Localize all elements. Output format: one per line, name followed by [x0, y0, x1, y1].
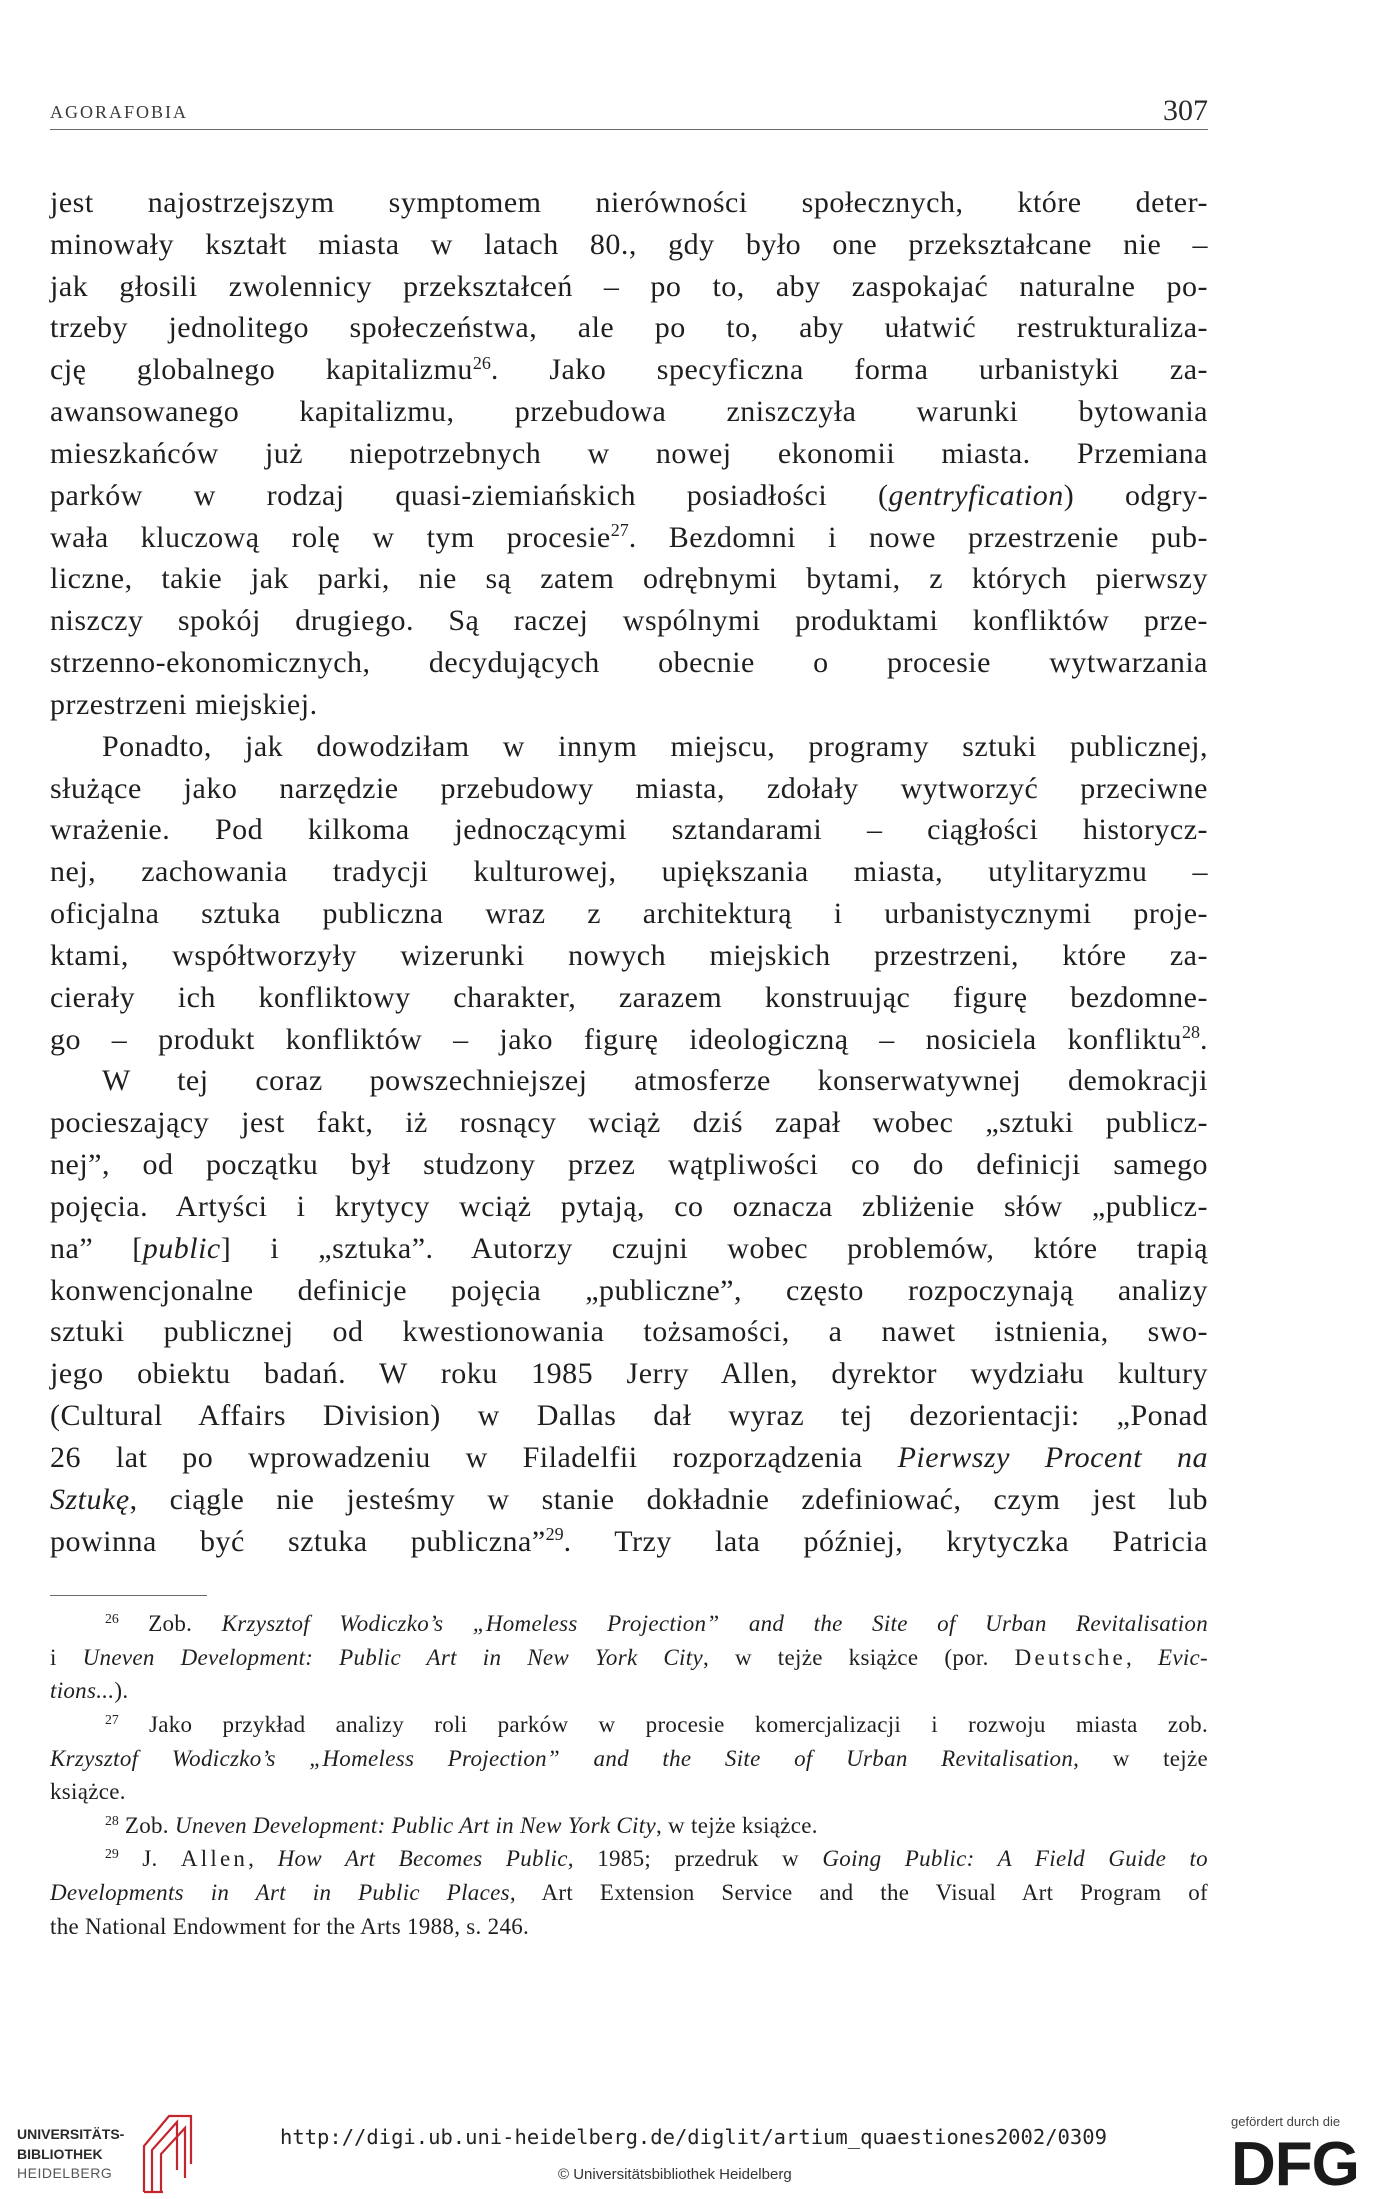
- note-ref-superscript: 27: [105, 1711, 119, 1727]
- text-run: ,: [1125, 1644, 1158, 1670]
- footnote-line: [50, 1876, 1208, 1910]
- note-ref-superscript: 26: [472, 352, 491, 373]
- library-logo-line: HEIDELBERG: [17, 2165, 113, 2182]
- line-content: [50, 1914, 529, 1939]
- header-rule: [50, 129, 1208, 130]
- line-content: [50, 1148, 1208, 1181]
- line-content: [50, 1483, 1208, 1516]
- letterspaced-run: Deutsche: [1014, 1644, 1126, 1670]
- text-line: [50, 809, 1208, 851]
- line-content: [50, 1441, 1208, 1474]
- footnote-line: [50, 1607, 1208, 1641]
- page-number: 307: [1163, 94, 1208, 127]
- text-line: [50, 391, 1208, 433]
- text-run: Jako przykład analizy roli parków w procesie komercjalizacji i rozwoju miasta zob.: [118, 1711, 1208, 1737]
- line-content: [50, 186, 1208, 219]
- line-content: [50, 562, 1208, 595]
- line-content: [50, 1023, 1208, 1056]
- text-line: [50, 475, 1208, 517]
- text-run: służące jako narzędzie przebudowy miasta, zdołały wytworzyć przeciwne: [50, 771, 1208, 805]
- footnote: [50, 1842, 1208, 1943]
- body-paragraph: [50, 182, 1208, 726]
- library-logo-line: UNIVERSITÄTS-: [17, 2126, 125, 2142]
- line-content: [50, 646, 1208, 679]
- text-run: go – produkt konfliktów – jako figurę ideologiczną – nosiciela konfliktu: [50, 1022, 1182, 1056]
- line-content: [50, 1746, 1208, 1771]
- text-run: jego obiektu badań. W roku 1985 Jerry Allen, dyrektor wydziału kultury: [50, 1357, 1208, 1391]
- note-ref-superscript: 28: [1182, 1021, 1200, 1042]
- italic-run: tions...: [50, 1678, 115, 1704]
- italic-run: Uneven Development: Public Art in New York City: [174, 1812, 656, 1838]
- italic-run: gentryfication: [888, 478, 1064, 512]
- line-content: [50, 813, 1208, 846]
- line-content: [50, 1232, 1208, 1265]
- line-content: [50, 479, 1208, 512]
- footnote: [50, 1708, 1208, 1809]
- note-ref-superscript: 27: [610, 519, 629, 540]
- text-line: [50, 851, 1208, 893]
- footnote-line: [50, 1775, 1208, 1809]
- text-line: [50, 433, 1208, 475]
- text-line: [50, 1060, 1208, 1102]
- dfg-logo: DFG: [1231, 2130, 1359, 2199]
- text-line: [50, 1479, 1208, 1521]
- body-paragraph: [50, 726, 1208, 1061]
- line-content: [50, 1880, 1208, 1905]
- line-content: [50, 855, 1208, 888]
- line-content: [50, 311, 1208, 344]
- text-run: cję globalnego kapitalizmu: [50, 353, 473, 387]
- text-line: [50, 1521, 1208, 1563]
- text-line: [50, 266, 1208, 308]
- line-content: [50, 437, 1208, 470]
- text-run: przestrzeni miejskiej.: [50, 687, 318, 721]
- text-line: [50, 182, 1208, 224]
- note-ref-superscript: 29: [105, 1846, 119, 1862]
- text-run: , w tejże książce (por.: [702, 1644, 1015, 1670]
- footnote-line: [50, 1842, 1208, 1876]
- text-line: [50, 684, 1208, 726]
- text-line: [50, 893, 1208, 935]
- line-content: [50, 1190, 1208, 1223]
- text-line: [50, 726, 1208, 768]
- line-content: [50, 772, 1208, 805]
- text-run: , ciągle nie jesteśmy w stanie dokładnie zdefiniować, czym jest lub: [129, 1482, 1208, 1516]
- text-run: liczne, takie jak parki, nie są zatem odrębnymi bytami, z których pierwszy: [50, 562, 1208, 596]
- text-line: [50, 349, 1208, 391]
- italic-run: How Art Becomes Public,: [277, 1846, 574, 1872]
- text-line: [50, 600, 1208, 642]
- footnote-line: [50, 1910, 1208, 1944]
- line-content: [105, 1611, 1208, 1636]
- text-run: awansowanego kapitalizmu, przebudowa zniszczyła warunki bytowania: [50, 395, 1208, 429]
- text-line: [50, 224, 1208, 266]
- text-line: [50, 642, 1208, 684]
- text-run: Zob.: [118, 1812, 175, 1838]
- text-run: . Jako specyficzna forma urbanistyki za-: [490, 353, 1209, 387]
- text-run: ktami, współtworzyły wizerunki nowych miejskich przestrzeni, które za-: [50, 938, 1208, 972]
- text-line: [50, 1270, 1208, 1312]
- line-content: [50, 1399, 1208, 1432]
- funding-note: gefördert durch die: [1231, 2114, 1341, 2129]
- line-content: [50, 270, 1208, 303]
- italic-run: Sztukę: [50, 1482, 130, 1516]
- text-run: , w tejże: [1073, 1745, 1209, 1771]
- italic-run: Krzysztof Wodiczko’s „Homeless Projection” and the Site of Urban Revitalisation: [221, 1611, 1208, 1636]
- document-url-link[interactable]: http://digi.ub.uni-heidelberg.de/diglit/artium_quaestiones2002/0309: [280, 2125, 1107, 2149]
- italic-run: Krzysztof Wodiczko’s „Homeless Projection” and the Site of Urban Revitalisation: [50, 1745, 1074, 1771]
- line-content: [102, 1064, 1208, 1097]
- ub-heidelberg-logo-icon: [141, 2108, 195, 2194]
- note-ref-superscript: 26: [105, 1610, 119, 1626]
- footnote-line: [50, 1809, 1208, 1843]
- text-run: Zob.: [118, 1611, 222, 1636]
- library-logo-text: [17, 2125, 124, 2184]
- footnote-line: [50, 1742, 1208, 1776]
- text-run: pocieszający jest fakt, iż rosnący wciąż dziś zapał wobec „sztuki publicz-: [50, 1106, 1208, 1140]
- text-run: cierały ich konfliktowy charakter, zarazem konstruując figurę bezdomne-: [50, 980, 1208, 1014]
- text-run: parków w rodzaj quasi-ziemiańskich posiadłości (: [50, 478, 889, 512]
- text-run: strzenno-ekonomicznych, decydujących obecnie o procesie wytwarzania: [50, 646, 1208, 680]
- note-ref-superscript: 29: [545, 1523, 564, 1544]
- text-run: J.: [118, 1846, 181, 1872]
- line-content: [50, 897, 1208, 930]
- text-run: Ponadto, jak dowodziłam w innym miejscu, programy sztuki publicznej,: [102, 729, 1208, 763]
- text-line: [50, 1019, 1208, 1061]
- text-run: ).: [114, 1678, 129, 1704]
- text-run: książce.: [50, 1779, 126, 1805]
- text-run: wrażenie. Pod kilkoma jednoczącymi sztandarami – ciągłości historycz-: [50, 813, 1208, 847]
- line-content: [105, 1712, 1208, 1737]
- text-line: [50, 1311, 1208, 1353]
- text-line: [50, 558, 1208, 600]
- text-run: niszczy spokój drugiego. Są raczej wspólnymi produktami konfliktów prze-: [50, 604, 1208, 638]
- text-line: [50, 1353, 1208, 1395]
- copyright-notice: © Universitätsbibliothek Heidelberg: [558, 2166, 792, 2183]
- letterspaced-run: Allen: [180, 1846, 249, 1872]
- line-content: [50, 604, 1208, 637]
- line-content: [50, 395, 1208, 428]
- note-ref-superscript: 28: [105, 1812, 119, 1828]
- body-paragraph: [50, 1060, 1208, 1562]
- line-content: [105, 1813, 818, 1838]
- text-line: [50, 1102, 1208, 1144]
- text-run: nej, zachowania tradycji kulturowej, upiększania miasta, utylitaryzmu –: [50, 855, 1208, 889]
- text-run: minowały kształt miasta w latach 80., gdy było one przekształcane nie –: [50, 227, 1208, 261]
- text-run: (Cultural Affairs Division) w Dallas dał wyraz tej dezorientacji: „Ponad: [50, 1399, 1208, 1433]
- text-run: sztuki publicznej od kwestionowania tożsamości, a nawet istnienia, swo-: [50, 1315, 1208, 1349]
- text-run: ,: [248, 1846, 278, 1872]
- text-run: jak głosili zwolennicy przekształceń – po to, aby zaspokajać naturalne po-: [50, 269, 1208, 303]
- footnote: [50, 1607, 1208, 1708]
- text-run: trzeby jednolitego społeczeństwa, ale po to, aby ułatwić restrukturaliza-: [50, 311, 1208, 345]
- line-content: [50, 981, 1208, 1014]
- italic-run: Uneven Development: Public Art in New York City: [82, 1644, 703, 1670]
- footnote-rule: [50, 1595, 207, 1596]
- text-line: [50, 935, 1208, 977]
- text-run: i: [50, 1644, 83, 1670]
- running-title: AGORAFOBIA: [50, 102, 189, 122]
- text-run: , w tejże książce.: [655, 1812, 818, 1838]
- line-content: [102, 730, 1208, 763]
- italic-run: Developments in Art in Public Places: [50, 1880, 510, 1906]
- text-line: [50, 1144, 1208, 1186]
- footnotes: [50, 1607, 1208, 1943]
- text-run: . Trzy lata później, krytyczka Patricia: [563, 1524, 1208, 1558]
- text-line: [50, 977, 1208, 1019]
- text-run: pojęcia. Artyści i krytycy wciąż pytają, co oznacza zbliżenie słów „publicz-: [50, 1189, 1208, 1223]
- footnote-line: [50, 1708, 1208, 1742]
- text-run: nej”, od początku był studzony przez wątpliwości co do definicji samego: [50, 1148, 1208, 1182]
- text-line: [50, 517, 1208, 559]
- text-run: 26 lat po wprowadzeniu w Filadelfii rozporządzenia: [50, 1440, 898, 1474]
- text-run: na” [: [50, 1231, 143, 1265]
- line-content: [50, 228, 1208, 261]
- body-text: [50, 182, 1208, 1562]
- text-run: oficjalna sztuka publiczna wraz z architekturą i urbanistycznymi proje-: [50, 897, 1208, 931]
- text-run: W tej coraz powszechniejszej atmosferze konserwatywnej demokracji: [102, 1064, 1208, 1098]
- text-line: [50, 1395, 1208, 1437]
- library-logo-line: BIBLIOTHEK: [17, 2145, 103, 2162]
- line-content: [50, 1315, 1208, 1348]
- line-content: [50, 353, 1208, 386]
- text-line: [50, 768, 1208, 810]
- text-run: konwencjonalne definicje pojęcia „publiczne”, często rozpoczynają analizy: [50, 1273, 1208, 1307]
- line-content: [50, 1106, 1208, 1139]
- line-content: [50, 521, 1208, 554]
- text-run: . Bezdomni i nowe przestrzenie pub-: [628, 520, 1208, 554]
- italic-run: public: [142, 1231, 221, 1265]
- text-run: ) odgry-: [1063, 478, 1208, 512]
- italic-run: Pierwszy Procent na: [897, 1440, 1208, 1474]
- text-line: [50, 1228, 1208, 1270]
- footnote-line: [50, 1674, 1208, 1708]
- line-content: [50, 1357, 1208, 1390]
- line-content: [50, 939, 1208, 972]
- text-run: jest najostrzejszym symptomem nierówności społecznych, które deter-: [50, 186, 1208, 219]
- line-content: [50, 1678, 128, 1703]
- line-content: [50, 1645, 1208, 1670]
- line-content: [50, 1779, 126, 1804]
- text-run: the National Endowment for the Arts 1988, s. 246.: [50, 1913, 530, 1939]
- footnote: [50, 1809, 1208, 1843]
- italic-run: Evic-: [1157, 1644, 1208, 1670]
- footnote-line: [50, 1641, 1208, 1675]
- line-content: [50, 1274, 1208, 1307]
- text-run: 1985; przedruk w: [573, 1846, 823, 1872]
- text-line: [50, 1437, 1208, 1479]
- text-run: ] i „sztuka”. Autorzy czujni wobec problemów, które trapią: [220, 1231, 1209, 1265]
- text-line: [50, 307, 1208, 349]
- text-run: , Art Extension Service and the Visual Art Program of: [509, 1880, 1209, 1906]
- line-content: [105, 1846, 1208, 1871]
- text-run: mieszkańców już niepotrzebnych w nowej ekonomii miasta. Przemiana: [50, 436, 1208, 470]
- italic-run: Going Public: A Field Guide to: [822, 1846, 1208, 1872]
- text-run: powinna być sztuka publiczna”: [50, 1524, 546, 1558]
- text-line: [50, 1186, 1208, 1228]
- line-content: [50, 1525, 1208, 1558]
- text-run: wała kluczową rolę w tym procesie: [50, 520, 611, 554]
- line-content: [50, 688, 318, 721]
- text-run: .: [1200, 1022, 1208, 1056]
